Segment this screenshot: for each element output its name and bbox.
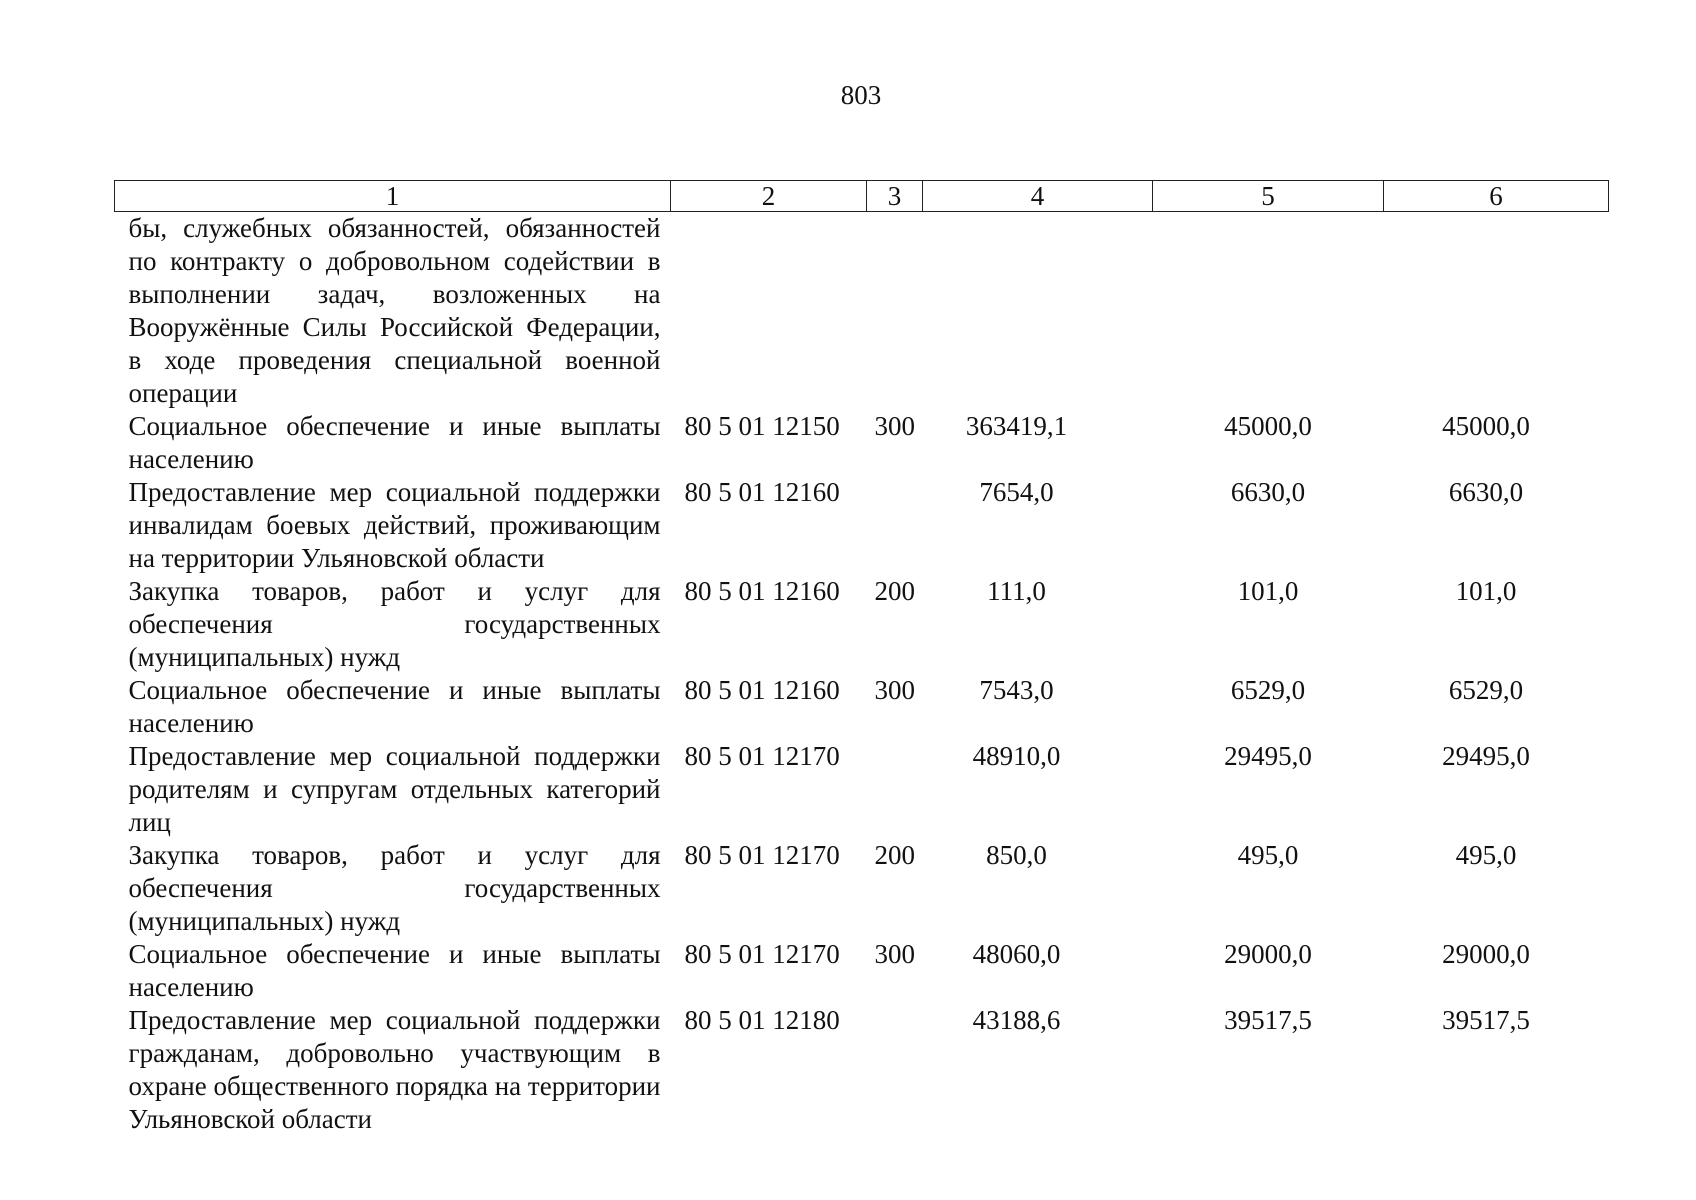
- amount-col4: 363419,1: [965, 411, 1068, 441]
- column-header: 3: [867, 181, 923, 212]
- amount-col6: 29000,0: [1442, 939, 1530, 969]
- amount-col5: 29495,0: [1224, 741, 1312, 771]
- amount-col5: 39517,5: [1224, 1005, 1312, 1035]
- expense-type: [867, 740, 923, 839]
- item-code: 80 5 01 12150: [684, 411, 840, 441]
- budget-table: [114, 180, 1609, 1136]
- amount-col6: 45000,0: [1442, 411, 1530, 441]
- amount-col5: 6630,0: [1230, 477, 1306, 507]
- table-row: [115, 938, 1609, 1004]
- amount-col5: 6529,0: [1230, 675, 1306, 705]
- item-name: Социальное обеспечение и иные выплаты населению: [128, 675, 661, 738]
- table-row: [115, 575, 1609, 674]
- table-row: [115, 212, 1609, 411]
- item-name: Закупка товаров, работ и услуг для обеспечения государственных (муниципальных) нужд: [128, 840, 661, 936]
- expense-type: 200: [874, 576, 915, 606]
- column-header: 6: [1384, 181, 1609, 212]
- expense-type: [867, 1004, 923, 1136]
- expense-type: 200: [874, 840, 915, 870]
- table-header: [115, 181, 1609, 212]
- item-code: 80 5 01 12160: [684, 675, 840, 705]
- amount-col6: [1384, 212, 1609, 411]
- item-name: Социальное обеспечение и иные выплаты населению: [128, 939, 661, 1002]
- expense-type: 300: [874, 675, 915, 705]
- item-name: бы, служебных обязанностей, обязанностей по контракту о добровольном содействии в выполнении задач, возложенных на Вооружённые Силы Российской Федерации, в ходе проведения специальной военной операции: [128, 213, 661, 408]
- item-name: Закупка товаров, работ и услуг для обеспечения государственных (муниципальных) нужд: [128, 576, 661, 672]
- expense-type: [867, 476, 923, 575]
- expense-type: 300: [874, 411, 915, 441]
- table-row: [115, 740, 1609, 839]
- column-header: 4: [923, 181, 1153, 212]
- table-row: [115, 476, 1609, 575]
- item-code: [671, 212, 867, 411]
- table-row: [115, 839, 1609, 938]
- amount-col5: 101,0: [1237, 576, 1299, 606]
- expense-type: 300: [874, 939, 915, 969]
- item-code: 80 5 01 12170: [684, 741, 840, 771]
- column-header: 2: [671, 181, 867, 212]
- table-row: [115, 1004, 1609, 1136]
- amount-col4: 48060,0: [972, 939, 1061, 969]
- amount-col5: 495,0: [1237, 840, 1299, 870]
- item-code: 80 5 01 12170: [684, 840, 840, 870]
- item-name: Предоставление мер социальной поддержки родителям и супругам отдельных категорий лиц: [128, 741, 661, 837]
- table-row: [115, 410, 1609, 476]
- column-header: 1: [115, 181, 671, 212]
- amount-col6: 39517,5: [1442, 1005, 1530, 1035]
- item-code: 80 5 01 12180: [684, 1005, 840, 1035]
- amount-col6: 101,0: [1455, 576, 1517, 606]
- amount-col5: 45000,0: [1224, 411, 1312, 441]
- amount-col5: 29000,0: [1224, 939, 1312, 969]
- amount-col6: 29495,0: [1442, 741, 1530, 771]
- table-row: [115, 674, 1609, 740]
- amount-col5: [1153, 212, 1384, 411]
- item-code: 80 5 01 12170: [684, 939, 840, 969]
- amount-col6: 6529,0: [1448, 675, 1524, 705]
- item-name: Предоставление мер социальной поддержки инвалидам боевых действий, проживающим на территории Ульяновской области: [128, 477, 661, 573]
- column-header: 5: [1153, 181, 1384, 212]
- table-body: [115, 212, 1609, 1137]
- item-name: Социальное обеспечение и иные выплаты населению: [128, 411, 661, 474]
- amount-col4: 48910,0: [972, 741, 1061, 771]
- amount-col4: 7543,0: [979, 675, 1054, 705]
- amount-col6: 495,0: [1455, 840, 1517, 870]
- amount-col6: 6630,0: [1448, 477, 1524, 507]
- amount-col4: 850,0: [986, 840, 1047, 870]
- item-code: 80 5 01 12160: [684, 477, 840, 507]
- amount-col4: 111,0: [987, 576, 1046, 606]
- page-number: 803: [840, 80, 882, 110]
- amount-col4: 43188,6: [972, 1005, 1061, 1035]
- header-row: [115, 181, 1609, 212]
- amount-col4: [923, 212, 1153, 411]
- item-name: Предоставление мер социальной поддержки гражданам, добровольно участвующим в охране общественного порядка на территории Ульяновской области: [128, 1005, 661, 1134]
- item-code: 80 5 01 12160: [684, 576, 840, 606]
- expense-type: [867, 212, 923, 411]
- amount-col4: 7654,0: [979, 477, 1054, 507]
